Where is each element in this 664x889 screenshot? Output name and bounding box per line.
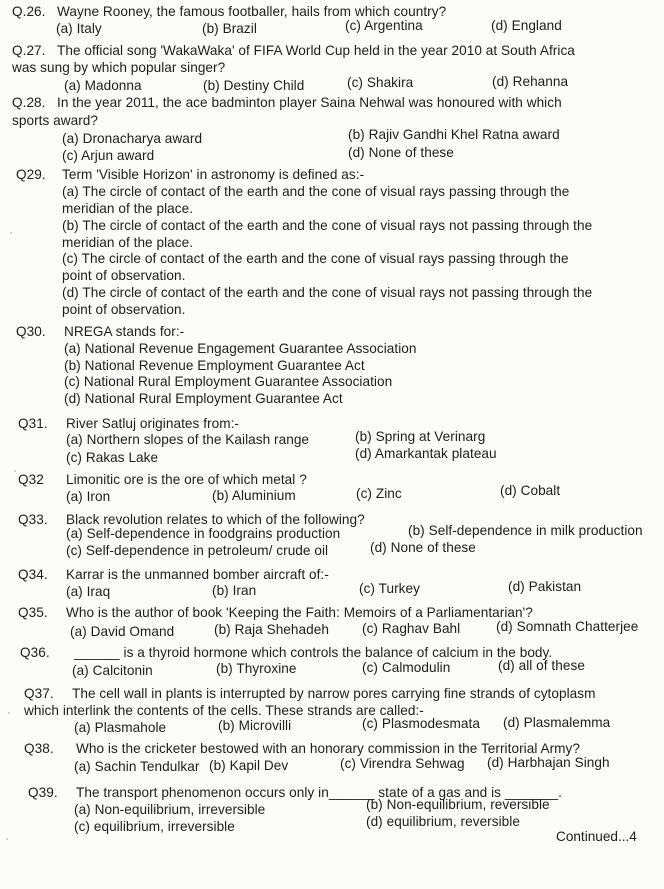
q34-option-c: (c) Turkey	[359, 581, 420, 596]
q30-option-b: (b) National Revenue Employment Guarantee Act	[64, 358, 365, 373]
q29-option-a-cont: meridian of the place.	[62, 201, 194, 216]
q28-option-b: (b) Rajiv Gandhi Khel Ratna award	[348, 127, 560, 142]
question-number: Q33.	[18, 512, 48, 527]
q29-option-a: (a) The circle of contact of the earth and the cone of visual rays passing through the	[62, 184, 570, 199]
q27-option-a: (a) Madonna	[64, 78, 142, 93]
q33-option-d: (d) None of these	[370, 540, 476, 555]
q35-option-b: (b) Raja Shehadeh	[214, 622, 329, 637]
scan-speck	[14, 470, 16, 472]
q37-stem-cont: which interlink the contents of the cells. These strands are called:-	[24, 703, 424, 718]
q33-option-c: (c) Self-dependence in petroleum/ crude oil	[66, 543, 329, 558]
q32-option-d: (d) Cobalt	[500, 483, 561, 498]
q35-option-c: (c) Raghav Bahl	[362, 621, 461, 636]
question-number: Q36.	[20, 645, 50, 660]
q39-option-b: (b) Non-equilibrium, reversible	[366, 797, 550, 812]
q30-stem: Q30. NREGA stands for:-	[16, 324, 185, 339]
q31-option-b: (b) Spring at Verinarg	[355, 429, 486, 444]
q28-stem: Q.28. In the year 2011, the ace badminton player Saina Nehwal was honoured with which	[12, 95, 562, 110]
q34-option-d: (d) Pakistan	[508, 579, 582, 594]
scan-speck	[8, 712, 10, 714]
q36-option-d: (d) all of these	[498, 658, 585, 673]
q31-option-a: (a) Northern slopes of the Kailash range	[66, 432, 310, 447]
q29-option-c-cont: point of observation.	[62, 268, 186, 283]
q26-stem: Q.26. Wayne Rooney, the famous footballer, hails from which country?	[12, 4, 447, 19]
q33-option-a: (a) Self-dependence in foodgrains production	[66, 526, 341, 541]
q39-stem: Q39. The transport phenomenon occurs only in______ state of a gas and is _______.	[28, 785, 562, 800]
q26-option-d: (d) England	[491, 18, 562, 33]
q26-option-a: (a) Italy	[56, 21, 102, 36]
q36-option-b: (b) Thyroxine	[216, 661, 297, 676]
q31-option-c: (c) Rakas Lake	[66, 450, 159, 465]
question-number: Q39.	[28, 785, 58, 800]
q27-option-d: (d) Rehanna	[492, 74, 569, 89]
q28-option-d: (d) None of these	[348, 145, 454, 160]
question-number: Q.28.	[12, 95, 46, 110]
q32-option-a: (a) Iron	[66, 489, 111, 504]
q28-stem-cont: sports award?	[12, 113, 99, 128]
q27-option-b: (b) Destiny Child	[203, 78, 305, 93]
q27-option-c: (c) Shakira	[347, 75, 414, 90]
question-number: Q.27.	[12, 43, 46, 58]
q34-option-b: (b) Iran	[212, 583, 257, 598]
q31-option-d: (d) Amarkantak plateau	[355, 446, 497, 461]
q29-stem: Q29. Term 'Visible Horizon' in astronomy is defined as:-	[16, 167, 365, 182]
question-number: Q32	[18, 472, 44, 487]
q30-option-a: (a) National Revenue Engagement Guarantee Association	[64, 341, 417, 356]
q38-option-d: (d) Harbhajan Singh	[487, 755, 610, 770]
scan-speck	[6, 838, 8, 840]
q29-option-d: (d) The circle of contact of the earth and the cone of visual rays not passing through the	[62, 285, 593, 300]
q28-option-c: (c) Arjun award	[62, 148, 155, 163]
q38-option-b: (b) Kapil Dev	[209, 758, 289, 773]
question-number: Q29.	[16, 167, 46, 182]
question-number: Q37.	[24, 686, 54, 701]
question-number: Q.26.	[12, 4, 46, 19]
q38-stem: Q38. Who is the cricketer bestowed with an honorary commission in the Territorial Army?	[24, 741, 580, 756]
q39-option-a: (a) Non-equilibrium, irreversible	[74, 802, 266, 817]
q30-option-d: (d) National Rural Employment Guarantee Act	[64, 391, 343, 406]
q32-option-b: (b) Aluminium	[212, 488, 296, 503]
q33-stem: Q33. Black revolution relates to which of the following?	[18, 512, 365, 527]
q35-stem: Q35. Who is the author of book 'Keeping the Faith: Memoirs of a Parliamentarian'?	[18, 605, 533, 620]
scan-speck	[10, 232, 12, 234]
q27-stem-cont: was sung by which popular singer?	[12, 60, 226, 75]
q27-stem: Q.27. The official song 'WakaWaka' of FIFA World Cup held in the year 2010 at South Africa	[12, 43, 575, 58]
q29-option-c: (c) The circle of contact of the earth and the cone of visual rays passing through the	[62, 251, 569, 266]
question-number: Q34.	[18, 567, 48, 582]
q37-option-c: (c) Plasmodesmata	[362, 716, 480, 731]
q39-option-d: (d) equilibrium, reversible	[366, 814, 520, 829]
q34-option-a: (a) Iraq	[66, 584, 111, 599]
q35-option-a: (a) David Omand	[70, 624, 175, 639]
answer-blank: ______	[74, 645, 120, 660]
q35-option-d: (d) Somnath Chatterjee	[496, 619, 639, 634]
q29-option-b: (b) The circle of contact of the earth and the cone of visual rays not passing through the	[62, 218, 593, 233]
question-number: Q38.	[24, 741, 54, 756]
question-number: Q31.	[18, 416, 48, 431]
q36-option-c: (c) Calmodulin	[362, 660, 451, 675]
q29-option-d-cont: point of observation.	[62, 302, 186, 317]
q29-option-b-cont: meridian of the place.	[62, 235, 194, 250]
q36-stem: Q36. ______ is a thyroid hormone which controls the balance of calcium in the body.	[20, 645, 553, 660]
q34-stem: Q34. Karrar is the unmanned bomber aircraft of:-	[18, 567, 329, 582]
q28-option-a: (a) Dronacharya award	[62, 131, 203, 146]
q37-option-d: (d) Plasmalemma	[503, 715, 611, 730]
q32-stem: Q32 Limonitic ore is the ore of which metal ?	[18, 472, 307, 487]
q36-option-a: (a) Calcitonin	[72, 663, 153, 678]
q37-option-b: (b) Microvilli	[218, 718, 292, 733]
q38-option-c: (c) Virendra Sehwag	[340, 756, 465, 771]
q37-stem: Q37. The cell wall in plants is interrupted by narrow pores carrying fine strands of cytoplasm	[24, 686, 596, 701]
q37-option-a: (a) Plasmahole	[74, 720, 167, 735]
q31-stem: Q31. River Satluj originates from:-	[18, 416, 239, 431]
q30-option-c: (c) National Rural Employment Guarantee Association	[64, 374, 393, 389]
continued-label: Continued...4	[556, 829, 637, 844]
q38-option-a: (a) Sachin Tendulkar	[74, 759, 200, 774]
q26-option-c: (c) Argentina	[345, 18, 423, 33]
q26-option-b: (b) Brazil	[202, 21, 257, 36]
question-number: Q30.	[16, 324, 46, 339]
q33-option-b: (b) Self-dependence in milk production	[408, 523, 643, 538]
q32-option-c: (c) Zinc	[356, 486, 402, 501]
question-number: Q35.	[18, 605, 48, 620]
q39-option-c: (c) equilibrium, irreversible	[74, 819, 235, 834]
